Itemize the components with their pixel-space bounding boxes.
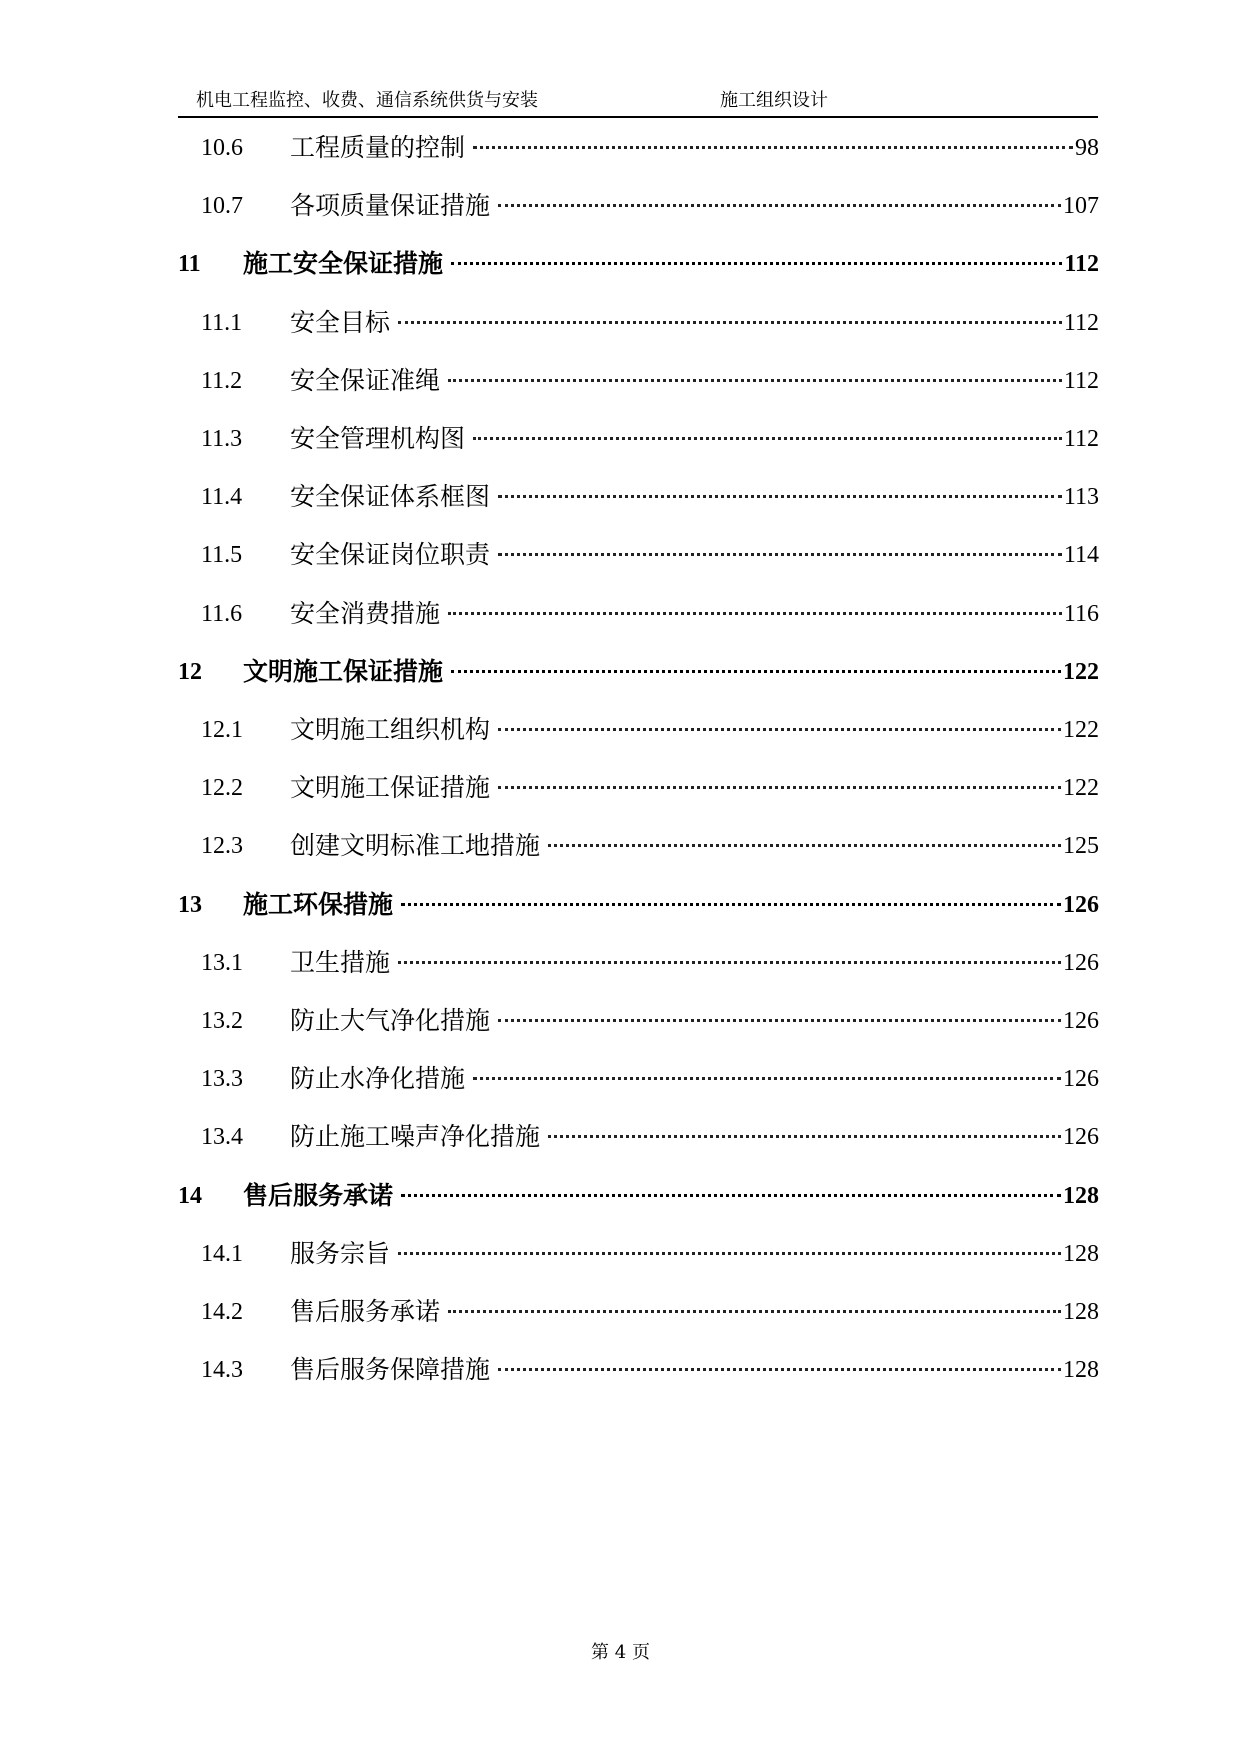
toc-entry-page: 112: [1063, 310, 1099, 336]
toc-section-entry[interactable]: [0, 1236, 1241, 1272]
toc-entry-number: 13.1: [201, 950, 243, 976]
toc-section-entry[interactable]: [0, 770, 1241, 806]
toc-dot-leader: [473, 1077, 1061, 1080]
toc-chapter-entry[interactable]: [0, 887, 1241, 923]
toc-entry-page: 112: [1063, 368, 1099, 394]
toc-entry-number: 11.2: [201, 368, 243, 394]
toc-entry-number: 12.2: [201, 775, 243, 801]
toc-entry-title: 售后服务承诺: [290, 1297, 441, 1326]
toc-entry-page: 128: [1063, 1299, 1099, 1325]
toc-dot-leader: [451, 262, 1062, 265]
toc-section-entry[interactable]: [0, 945, 1241, 981]
toc-section-entry[interactable]: [0, 479, 1241, 515]
toc-entry-title: 施工环保措施: [243, 890, 394, 919]
toc-entry-page: 98: [1075, 135, 1099, 161]
toc-dot-leader: [401, 903, 1061, 906]
toc-entry-title: 防止施工噪声净化措施: [290, 1122, 541, 1151]
toc-entry-number: 12: [178, 659, 202, 685]
toc-entry-title: 文明施工保证措施: [243, 657, 444, 686]
toc-entry-title: 安全保证准绳: [290, 366, 441, 395]
toc-entry-title: 各项质量保证措施: [290, 191, 491, 220]
toc-dot-leader: [398, 321, 1062, 324]
toc-dot-leader: [473, 437, 1062, 440]
toc-entry-page: 128: [1063, 1241, 1099, 1267]
toc-section-entry[interactable]: [0, 421, 1241, 457]
toc-entry-number: 14.2: [201, 1299, 243, 1325]
toc-entry-number: 12.1: [201, 717, 243, 743]
toc-dot-leader: [473, 146, 1073, 149]
page-header: [178, 86, 1098, 116]
toc-section-entry[interactable]: [0, 1119, 1241, 1155]
toc-entry-title: 文明施工组织机构: [290, 715, 491, 744]
header-divider: [178, 116, 1098, 118]
toc-entry-number: 10.7: [201, 193, 243, 219]
toc-entry-title: 工程质量的控制: [290, 133, 466, 162]
toc-dot-leader: [498, 728, 1061, 731]
toc-entry-number: 11.3: [201, 426, 243, 452]
toc-dot-leader: [548, 1135, 1061, 1138]
toc-dot-leader: [448, 1310, 1061, 1313]
toc-section-entry[interactable]: [0, 130, 1241, 166]
toc-section-entry[interactable]: [0, 363, 1241, 399]
toc-entry-title: 卫生措施: [290, 948, 391, 977]
toc-entry-title: 防止水净化措施: [290, 1064, 466, 1093]
toc-entry-title: 安全管理机构图: [290, 424, 466, 453]
toc-entry-number: 13.4: [201, 1124, 243, 1150]
toc-entry-page: 126: [1063, 1066, 1099, 1092]
toc-entry-page: 112: [1064, 251, 1099, 277]
toc-section-entry[interactable]: [0, 1061, 1241, 1097]
toc-entry-number: 11.5: [201, 542, 243, 568]
toc-section-entry[interactable]: [0, 1003, 1241, 1039]
toc-entry-title: 安全消费措施: [290, 599, 441, 628]
toc-dot-leader: [498, 786, 1061, 789]
toc-entry-page: 122: [1063, 775, 1099, 801]
toc-dot-leader: [451, 670, 1061, 673]
toc-entry-number: 11.6: [201, 601, 243, 627]
toc-entry-page: 107: [1063, 193, 1099, 219]
toc-entry-title: 文明施工保证措施: [290, 773, 491, 802]
toc-entry-page: 114: [1063, 542, 1099, 568]
toc-dot-leader: [448, 379, 1062, 382]
toc-section-entry[interactable]: [0, 712, 1241, 748]
toc-entry-title: 售后服务承诺: [243, 1181, 394, 1210]
toc-section-entry[interactable]: [0, 1294, 1241, 1330]
toc-entry-page: 113: [1063, 484, 1099, 510]
toc-dot-leader: [398, 961, 1061, 964]
header-document-type: 施工组织设计: [720, 90, 828, 111]
toc-dot-leader: [401, 1194, 1061, 1197]
toc-dot-leader: [398, 1252, 1061, 1255]
toc-entry-page: 122: [1063, 717, 1099, 743]
toc-entry-page: 126: [1063, 1008, 1099, 1034]
toc-entry-title: 防止大气净化措施: [290, 1006, 491, 1035]
toc-entry-page: 112: [1063, 426, 1099, 452]
toc-dot-leader: [548, 844, 1061, 847]
toc-entry-number: 12.3: [201, 833, 243, 859]
toc-entry-page: 126: [1063, 950, 1099, 976]
toc-section-entry[interactable]: [0, 537, 1241, 573]
toc-dot-leader: [498, 553, 1062, 556]
toc-entry-page: 126: [1063, 1124, 1099, 1150]
toc-entry-number: 13: [178, 892, 202, 918]
toc-entry-page: 128: [1063, 1357, 1099, 1383]
toc-section-entry[interactable]: [0, 305, 1241, 341]
toc-entry-page: 126: [1063, 892, 1099, 918]
toc-entry-title: 服务宗旨: [290, 1239, 391, 1268]
page-number: 第 4 页: [591, 1642, 650, 1663]
toc-entry-title: 安全目标: [290, 308, 391, 337]
toc-dot-leader: [498, 204, 1061, 207]
toc-section-entry[interactable]: [0, 828, 1241, 864]
toc-entry-title: 安全保证体系框图: [290, 482, 491, 511]
toc-section-entry[interactable]: [0, 188, 1241, 224]
toc-chapter-entry[interactable]: [0, 246, 1241, 282]
toc-entry-title: 售后服务保障措施: [290, 1355, 491, 1384]
toc-section-entry[interactable]: [0, 1352, 1241, 1388]
toc-entry-page: 122: [1063, 659, 1099, 685]
toc-entry-number: 14.3: [201, 1357, 243, 1383]
toc-entry-title: 安全保证岗位职责: [290, 540, 491, 569]
toc-chapter-entry[interactable]: [0, 654, 1241, 690]
toc-entry-title: 施工安全保证措施: [243, 249, 444, 278]
toc-entry-number: 14.1: [201, 1241, 243, 1267]
toc-dot-leader: [498, 1019, 1061, 1022]
toc-entry-number: 11.4: [201, 484, 243, 510]
toc-section-entry[interactable]: [0, 596, 1241, 632]
toc-entry-number: 13.3: [201, 1066, 243, 1092]
toc-chapter-entry[interactable]: [0, 1178, 1241, 1214]
toc-entry-page: 125: [1063, 833, 1099, 859]
toc-dot-leader: [498, 495, 1062, 498]
toc-entry-number: 11: [178, 251, 201, 277]
toc-entry-page: 116: [1063, 601, 1099, 627]
toc-entry-number: 13.2: [201, 1008, 243, 1034]
toc-dot-leader: [498, 1368, 1061, 1371]
toc-entry-number: 11.1: [201, 310, 243, 336]
toc-entry-number: 10.6: [201, 135, 243, 161]
toc-entry-title: 创建文明标准工地措施: [290, 831, 541, 860]
toc-entry-page: 128: [1063, 1183, 1099, 1209]
toc-entry-number: 14: [178, 1183, 202, 1209]
toc-dot-leader: [448, 612, 1062, 615]
header-project-title: 机电工程监控、收费、通信系统供货与安装: [196, 90, 538, 111]
